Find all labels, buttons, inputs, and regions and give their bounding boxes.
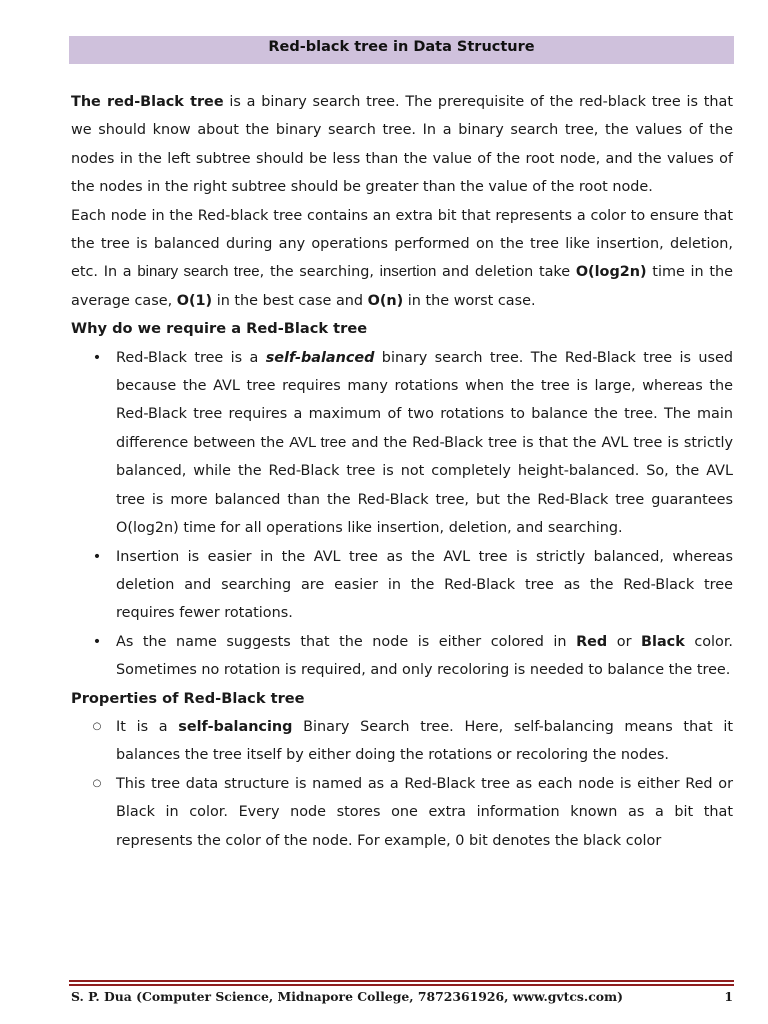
avl-tree-link[interactable]: AVL tree	[289, 433, 347, 451]
why-item1-text-1: Red-Black tree is a	[116, 349, 266, 366]
list-item	[71, 543, 733, 628]
complexity-average: O(log2n)	[575, 264, 647, 281]
why-item1-text-3: and the Red-Black tree is that the AVL tree is strictly balanced, while the Red-Black tree is not completely height-balanced. So, the AVL tree is more balanced than the Red-Black tree, but the Red-Black tree guarantees O(log2n) time for all operations like insertion, deletion, and searching.	[116, 434, 733, 537]
binary-search-tree-link[interactable]: binary search tree	[137, 263, 260, 281]
intro-text: is a binary search tree. The prerequisite of the red-black tree is that we should know about the binary search tree. In a binary search tree, the values of the nodes in the left subtree should be less than the value of the root node, and the values of the nodes in the right subtree should be greater than the value of the root node.	[71, 94, 733, 196]
footer-text: S. P. Dua (Computer Science, Midnapore College, 7872361926, www.gvtcs.com)	[71, 989, 623, 1004]
why-item3-text-1: As the name suggests that the node is either colored in	[116, 633, 577, 650]
balance-text-5: in the best case and	[212, 292, 368, 309]
insertion-link[interactable]: insertion	[379, 263, 437, 281]
balance-paragraph	[71, 202, 733, 316]
black-bold: Black	[641, 633, 685, 650]
balance-text-2: , the searching,	[259, 264, 380, 281]
list-item	[71, 628, 733, 685]
page-number: 1	[724, 989, 733, 1004]
why-item3-text-2: or	[607, 633, 642, 650]
page-footer	[71, 988, 733, 1006]
list-item	[71, 344, 733, 543]
why-item3-text-3: color. Sometimes no rotation is required, and only recoloring is needed to balance the tree.	[116, 633, 734, 679]
balance-text-3: and deletion take	[436, 264, 576, 281]
prop-item2-text: This tree data structure is named as a Red-Black tree as each node is either Red or Black in color. Every node stores one extra information known as a bit that represents the color of the node. For example, 0 bit denotes the black color	[116, 775, 733, 849]
why-item1-text-2: binary search tree. The Red-Black tree is used because the AVL tree requires many rotations when the tree is large, whereas the Red-Black tree requires a maximum of two rotations to balance the tree. The main difference between the	[116, 349, 733, 451]
self-balanced-emphasis: self-balanced	[265, 349, 375, 366]
self-balancing-bold: self-balancing	[178, 718, 293, 735]
balance-text-4: time in the average case,	[71, 264, 733, 309]
bullet-icon: •	[92, 633, 102, 650]
complexity-worst: O(n)	[367, 292, 404, 309]
bullet-icon: •	[92, 349, 102, 366]
balance-text-1: Each node in the Red-black tree contains an extra bit that represents a color to ensure that the tree is balanced during any operations performed on the tree like insertion, deletion, etc. In a	[71, 207, 733, 281]
list-item	[71, 713, 733, 770]
intro-paragraph	[71, 88, 733, 202]
properties-list	[71, 713, 733, 855]
page-title: Red-black tree in Data Structure	[69, 36, 734, 64]
why-list	[71, 344, 733, 685]
prop-item1-text-2: Binary Search tree. Here, self-balancing means that it balances the tree itself by either doing the rotations or recoloring the nodes.	[116, 718, 733, 764]
prop-item1-text-1: It is a	[116, 718, 179, 735]
circle-bullet-icon: ○	[92, 720, 102, 732]
why-item2-text: Insertion is easier in the AVL tree as the AVL tree is strictly balanced, whereas deletion and searching are easier in the Red-Black tree as the Red-Black tree requires fewer rotations.	[116, 548, 733, 622]
intro-lead-bold: The red-Black tree	[71, 94, 224, 110]
red-bold: Red	[576, 633, 608, 650]
circle-bullet-icon: ○	[92, 777, 102, 789]
footer-divider	[69, 980, 734, 986]
bullet-icon: •	[92, 548, 102, 565]
why-heading: Why do we require a Red-Black tree	[71, 320, 368, 338]
properties-heading: Properties of Red-Black tree	[71, 689, 305, 707]
balance-text-6: in the worst case.	[403, 292, 536, 309]
list-item	[71, 770, 733, 855]
document-body	[71, 88, 733, 855]
complexity-best: O(1)	[176, 292, 213, 309]
